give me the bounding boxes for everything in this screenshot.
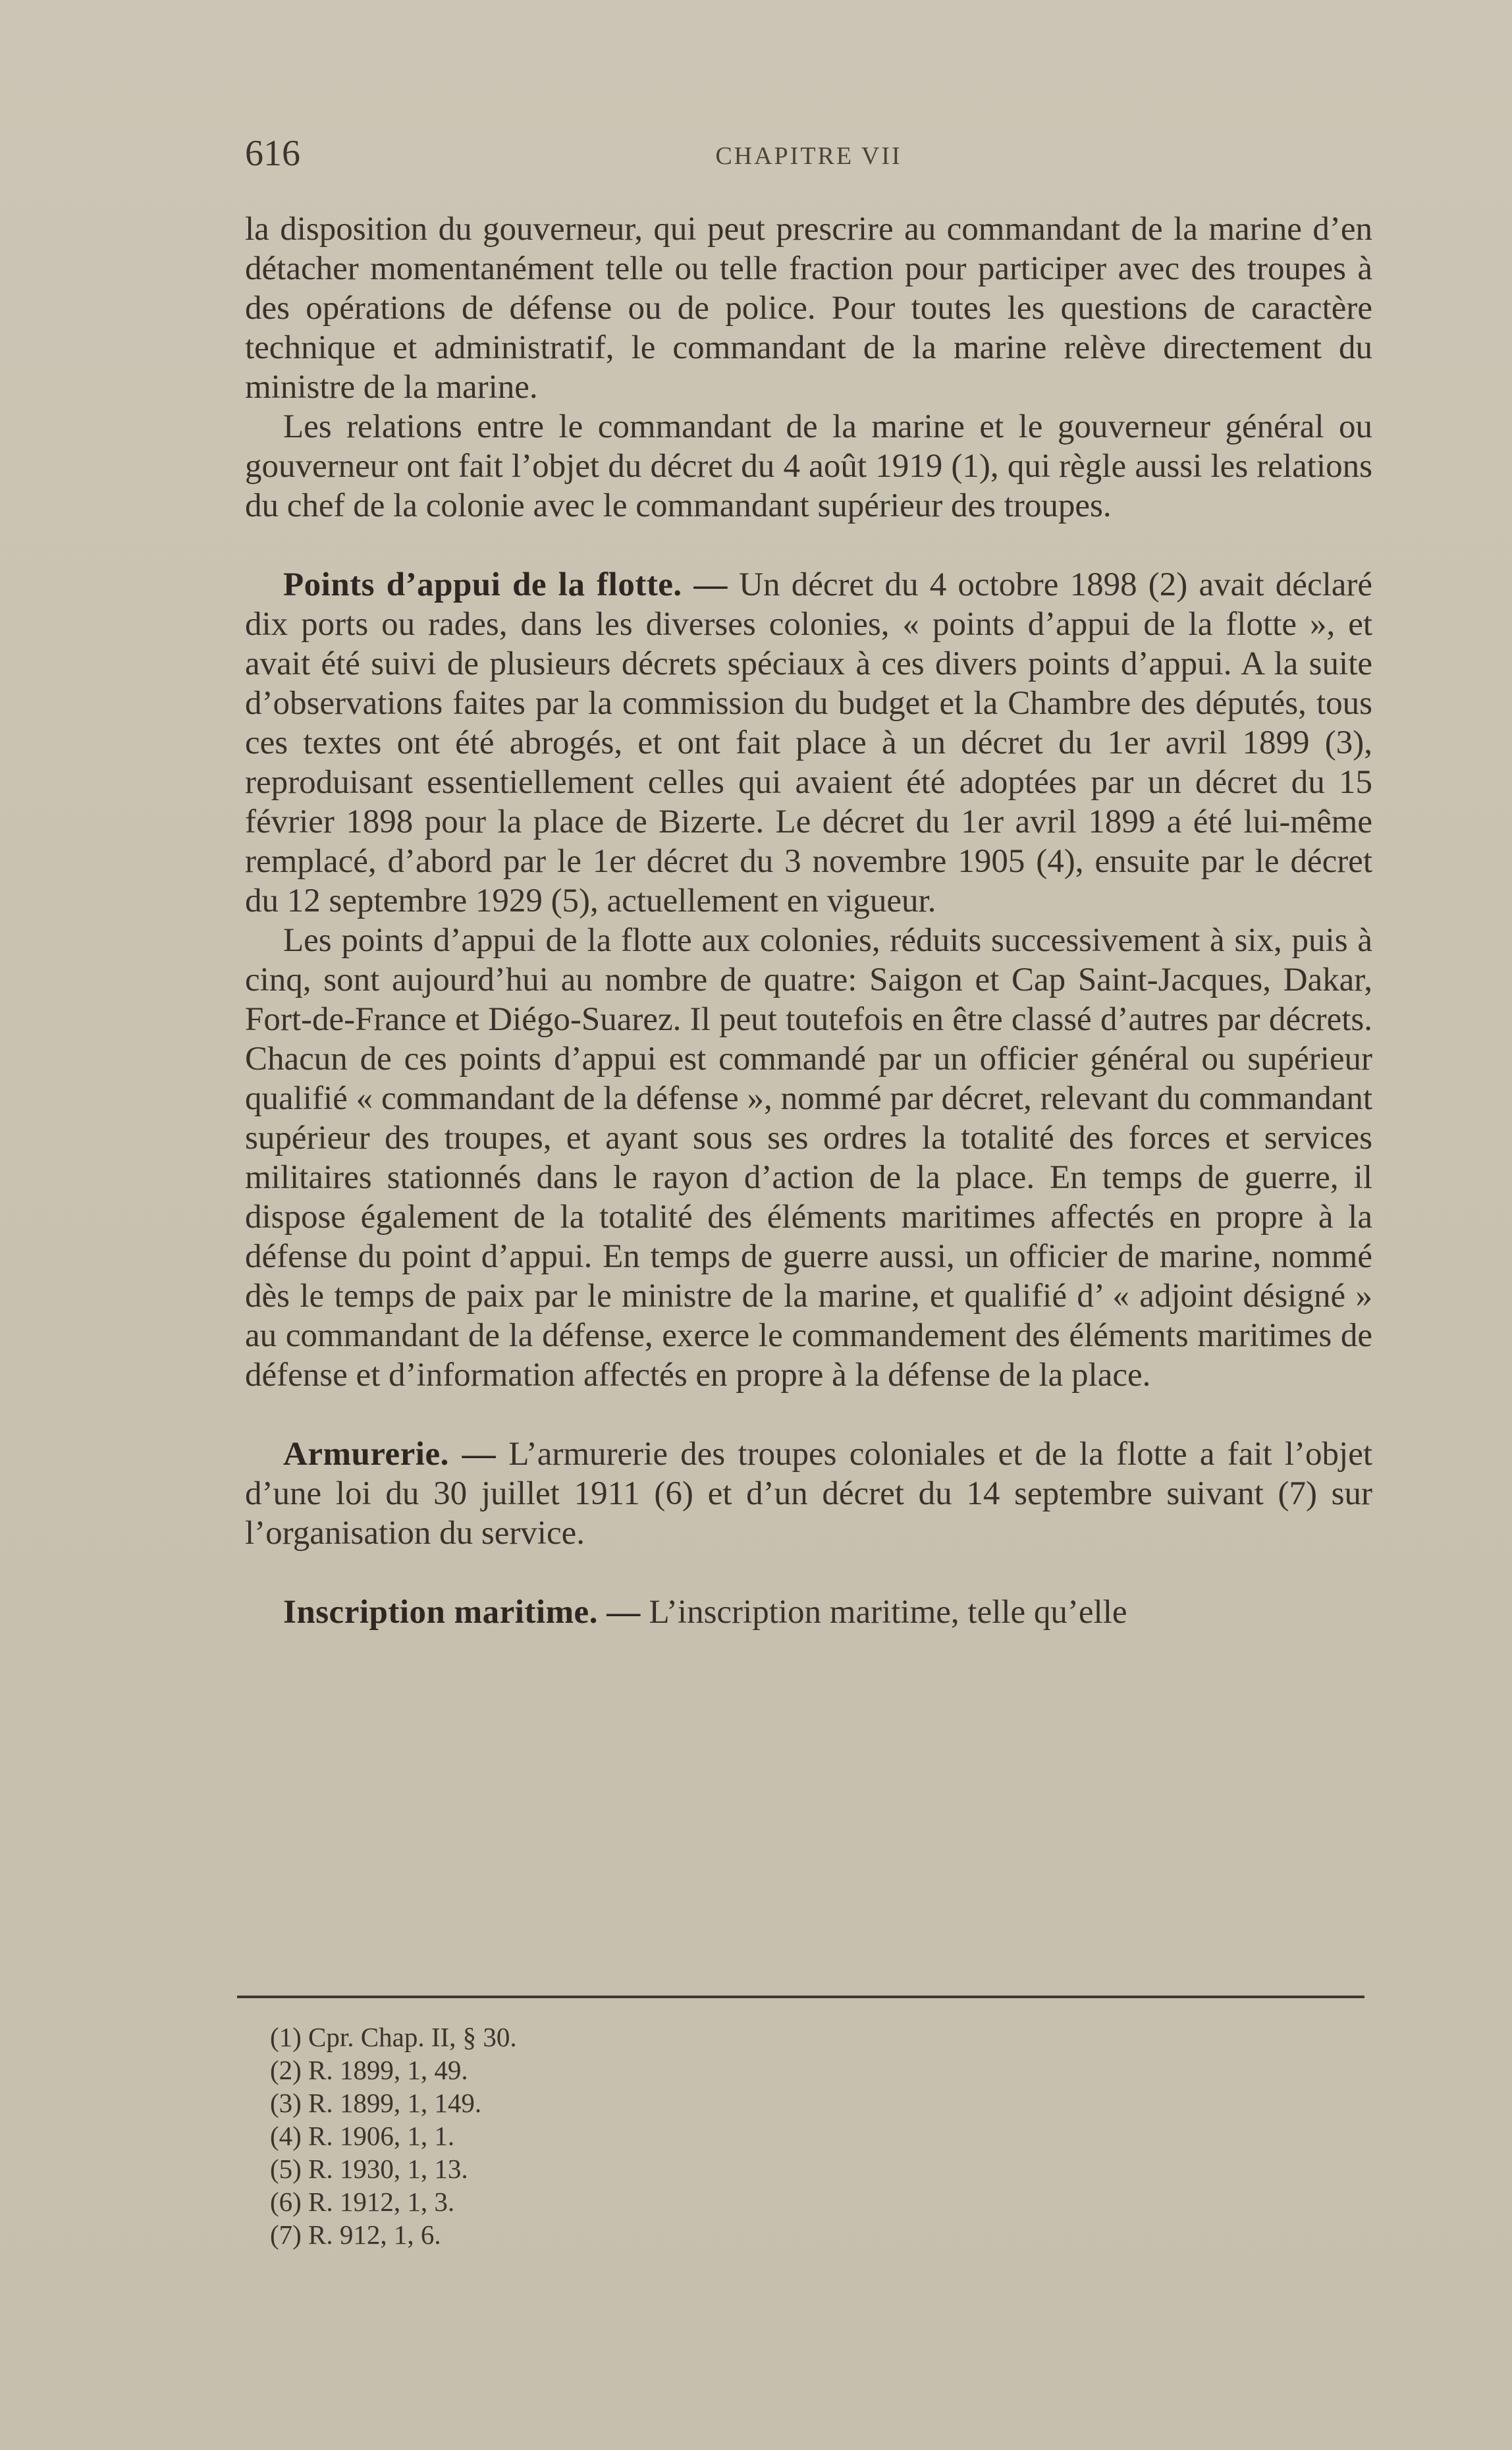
- section-armurerie: [245, 1434, 1372, 1553]
- footnote-item: (1) Cpr. Chap. II, § 30.: [270, 2022, 517, 2052]
- paragraph-text: Les relations entre le commandant de la marine et le gouverneur général ou gouverneur ont fait l’objet du décret du 4 août 1919 (1), qui règle aussi les relations du chef de la colonie avec le commandant supérieur des troupes.: [245, 408, 1372, 524]
- footnote-item: (2) R. 1899, 1, 49.: [270, 2055, 468, 2085]
- section-inscription: [245, 1592, 1372, 1632]
- paragraph-text: Un décret du 4 octobre 1898 (2) avait déclaré dix ports ou rades, dans les diverses colonies, « points d’appui de la flotte », et avait été suivi de plusieurs décrets spéciaux à ces divers points d’appui. A la suite d’observations faites par la commission du budget et la Chambre des députés, tous ces textes ont été abrogés, et ont fait place à un décret du 1er avril 1899 (3), reproduisant essentiellement celles qui avaient été adoptées par un décret du 15 février 1898 pour la place de Bizerte. Le décret du 1er avril 1899 a été lui-même remplacé, d’abord par le 1er décret du 3 novembre 1905 (4), ensuite par le décret du 12 septembre 1929 (5), actuellement en vigueur.: [245, 566, 1373, 919]
- section-title: Armurerie. —: [283, 1436, 497, 1473]
- paragraph-points-appui-2: [245, 921, 1372, 1395]
- footnote-item: (5) R. 1930, 1, 13.: [270, 2154, 468, 2184]
- footnote-item: (7) R. 912, 1, 6.: [270, 2219, 441, 2250]
- paragraph-continuation: [245, 209, 1372, 407]
- footnote-item: (3) R. 1899, 1, 149.: [270, 2088, 482, 2118]
- paragraph-text: L’inscription maritime, telle qu’elle: [649, 1594, 1127, 1631]
- section-title: Inscription maritime. —: [283, 1594, 641, 1631]
- page-number: 616: [245, 133, 300, 174]
- footnotes: [270, 2021, 994, 2251]
- page-body: [245, 209, 1372, 1632]
- paragraph-relations: [245, 407, 1372, 526]
- footnote-divider: [237, 1996, 1364, 1998]
- paragraph-text: Les points d’appui de la flotte aux colonies, réduits successivement à six, puis à cinq, sont aujourd’hui au nombre de quatre: Saigon et Cap Saint-Jacques, Dakar, Fort-de-France et Diégo-Suarez. Il peut toutefois en être classé d’autres par décrets. Chacun de ces points d’appui est commandé par un officier général ou supérieur qualifié « commandant de la défense », nommé par décret, relevant du commandant supérieur des troupes, et ayant sous ses ordres la totalité des forces et services militaires stationnés dans le rayon d’action de la place. En temps de guerre, il dispose également de la totalité des éléments maritimes affectés en propre à la défense du point d’appui. En temps de guerre aussi, un officier de marine, nommé dès le temps de paix par le ministre de la marine, et qualifié d’ « adjoint désigné » au commandant de la défense, exerce le commandement des éléments maritimes de défense et d’information affectés en propre à la défense de la place.: [245, 922, 1372, 1394]
- running-title: CHAPITRE VII: [715, 142, 902, 170]
- paragraph-text: L’armurerie des troupes coloniales et de la flotte a fait l’objet d’une loi du 30 juillet 1911 (6) et d’un décret du 14 septembre suivant (7) sur l’organisation du service.: [245, 1436, 1373, 1552]
- section-title: Points d’appui de la flotte. —: [283, 566, 728, 603]
- page-header: [245, 130, 1372, 177]
- footnote-item: (4) R. 1906, 1, 1.: [270, 2121, 455, 2151]
- section-points-appui: [245, 565, 1372, 921]
- footnote-item: (6) R. 1912, 1, 3.: [270, 2187, 455, 2217]
- paragraph-text: la disposition du gouverneur, qui peut prescrire au commandant de la marine d’en détacher momentanément telle ou telle fraction pour participer avec des troupes à des opérations de défense ou de police. Pour toutes les questions de caractère technique et administratif, le commandant de la marine relève directement du ministre de la marine.: [245, 211, 1372, 406]
